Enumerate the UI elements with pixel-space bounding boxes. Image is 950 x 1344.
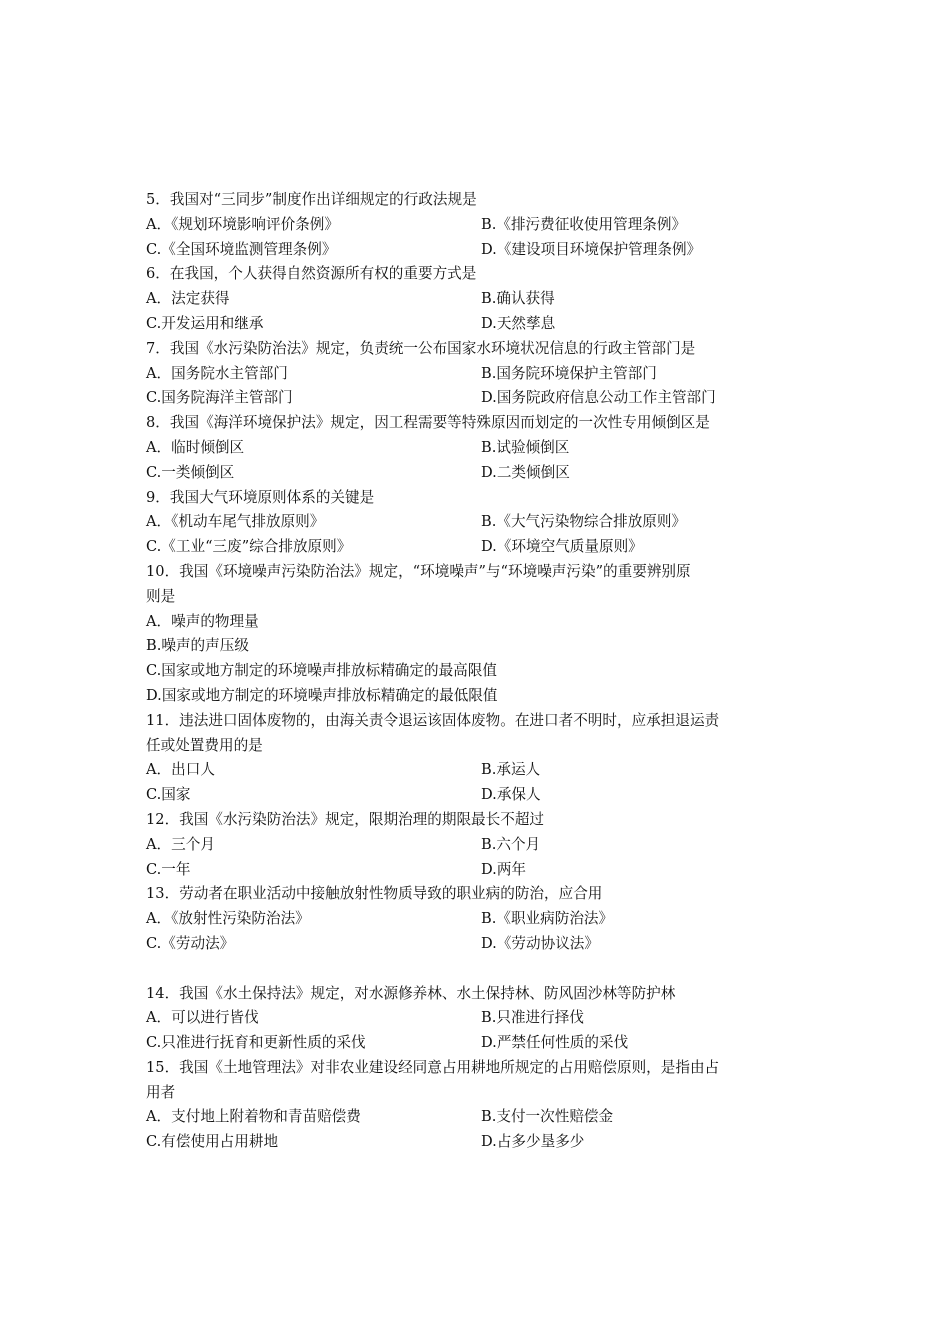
option-item: D.严禁任何性质的采伐 — [481, 1034, 629, 1052]
question-block — [146, 337, 816, 411]
option-item: D.占多少垦多少 — [481, 1133, 585, 1151]
option-item: C.开发运用和继承 — [146, 314, 264, 332]
option-item: B.承运人 — [481, 761, 541, 779]
question-stem: 7．我国《水污染防治法》规定，负责统一公布国家水环境状况信息的行政主管部门是 — [146, 339, 696, 357]
option-row — [146, 362, 816, 387]
question-stem: 14．我国《水土保持法》规定，对水源修养林、水土保持林、防风固沙林等防护林 — [146, 984, 676, 1002]
option-row — [146, 510, 816, 535]
option-item: D.《环境空气质量原则》 — [481, 538, 643, 556]
option-item: A．《机动车尾气排放原则》 — [146, 513, 325, 531]
option-item: B.噪声的声压级 — [146, 637, 249, 655]
option-row — [146, 833, 816, 858]
option-row — [146, 907, 816, 932]
question-block — [146, 411, 816, 485]
option-item: B.国务院环境保护主管部门 — [481, 364, 657, 382]
option-row — [146, 783, 816, 808]
option-row — [146, 535, 816, 560]
option-item: D.国家或地方制定的环境噪声排放标精确定的最低限值 — [146, 686, 498, 704]
question-block — [146, 982, 816, 1056]
option-row — [146, 238, 816, 263]
option-item: A．三个月 — [146, 835, 215, 853]
option-item: B.试验倾倒区 — [481, 438, 570, 456]
option-item: D.二类倾倒区 — [481, 463, 570, 481]
question-stem: 13．劳动者在职业活动中接触放射性物质导致的职业病的防治，应合用 — [146, 885, 603, 903]
option-item: C.国家 — [146, 786, 191, 804]
option-item: C.国务院海洋主管部门 — [146, 389, 293, 407]
question-stem: 则是 — [146, 587, 176, 605]
exam-page — [146, 188, 816, 1155]
option-item: B.支付一次性赔偿金 — [481, 1108, 614, 1126]
option-row — [146, 1031, 816, 1056]
option-item: A．法定获得 — [146, 290, 230, 308]
option-row — [146, 1130, 816, 1155]
option-item: D.《建设项目环境保护管理条例》 — [481, 240, 702, 258]
question-stem: 用者 — [146, 1083, 176, 1101]
option-item: B.只准进行择伐 — [481, 1009, 584, 1027]
option-row — [146, 858, 816, 883]
question-stem: 任或处置费用的是 — [146, 736, 263, 754]
option-item: A．临时倾倒区 — [146, 438, 245, 456]
option-row — [146, 287, 816, 312]
option-item: B.确认获得 — [481, 290, 555, 308]
option-row — [146, 386, 816, 411]
option-item: A．《放射性污染防治法》 — [146, 910, 310, 928]
option-item: C.有偿使用占用耕地 — [146, 1133, 279, 1151]
option-item: A．出口人 — [146, 761, 215, 779]
option-row — [146, 758, 816, 783]
question-stem: 10．我国《环境噪声污染防治法》规定，“环境噪声”与“环境噪声污染”的重要辨别原 — [146, 562, 691, 580]
option-item: C.只准进行抚育和更新性质的采伐 — [146, 1034, 366, 1052]
option-item: A．支付地上附着物和青苗赔偿费 — [146, 1108, 361, 1126]
question-stem: 12．我国《水污染防治法》规定，限期治理的期限最长不超过 — [146, 810, 545, 828]
option-row — [146, 436, 816, 461]
option-item: C.一年 — [146, 860, 191, 878]
question-block — [146, 560, 816, 709]
blank-line — [146, 957, 816, 982]
question-block — [146, 709, 816, 808]
question-block — [146, 262, 816, 336]
option-row — [146, 932, 816, 957]
option-item: C.《劳动法》 — [146, 934, 235, 952]
question-stem: 9．我国大气环境原则体系的关键是 — [146, 488, 375, 506]
question-block — [146, 188, 816, 262]
option-item: A．可以进行皆伐 — [146, 1009, 259, 1027]
option-item: C.国家或地方制定的环境噪声排放标精确定的最高限值 — [146, 662, 497, 680]
question-stem: 5．我国对“三同步”制度作出详细规定的行政法规是 — [146, 191, 477, 208]
question-stem: 6．在我国，个人获得自然资源所有权的重要方式是 — [146, 265, 477, 283]
option-row — [146, 1105, 816, 1130]
option-item: D.两年 — [481, 860, 527, 878]
option-item: A．国务院水主管部门 — [146, 364, 288, 382]
question-stem: 15．我国《土地管理法》对非农业建设经同意占用耕地所规定的占用赔偿原则，是指由占 — [146, 1058, 720, 1076]
option-item: D.承保人 — [481, 786, 541, 804]
option-item: A．《规划环境影响评价条例》 — [146, 215, 339, 233]
question-block — [146, 882, 816, 956]
option-row — [146, 312, 816, 337]
option-item: D.天然孳息 — [481, 314, 556, 332]
option-item: B.《排污费征收使用管理条例》 — [481, 215, 687, 233]
question-stem: 8．我国《海洋环境保护法》规定，因工程需要等特殊原因而划定的一次性专用倾倒区是 — [146, 414, 710, 432]
option-row — [146, 213, 816, 238]
option-row — [146, 1006, 816, 1031]
option-item: B.《大气污染物综合排放原则》 — [481, 513, 687, 531]
option-item: D.《劳动协议法》 — [481, 934, 599, 952]
option-item: A．噪声的物理量 — [146, 612, 259, 630]
option-item: D.国务院政府信息公动工作主管部门 — [481, 389, 716, 407]
option-item: C.一类倾倒区 — [146, 463, 235, 481]
question-block — [146, 486, 816, 560]
option-item: C.《工业“三废”综合排放原则》 — [146, 538, 352, 556]
option-item: B.六个月 — [481, 835, 541, 853]
question-block — [146, 808, 816, 882]
option-item: B.《职业病防治法》 — [481, 910, 614, 928]
option-item: C.《全国环境监测管理条例》 — [146, 240, 337, 258]
option-row — [146, 461, 816, 486]
question-stem: 11．违法进口固体废物的，由海关责令退运该固体废物。在进口者不明时，应承担退运责 — [146, 711, 720, 729]
question-block — [146, 1056, 816, 1155]
